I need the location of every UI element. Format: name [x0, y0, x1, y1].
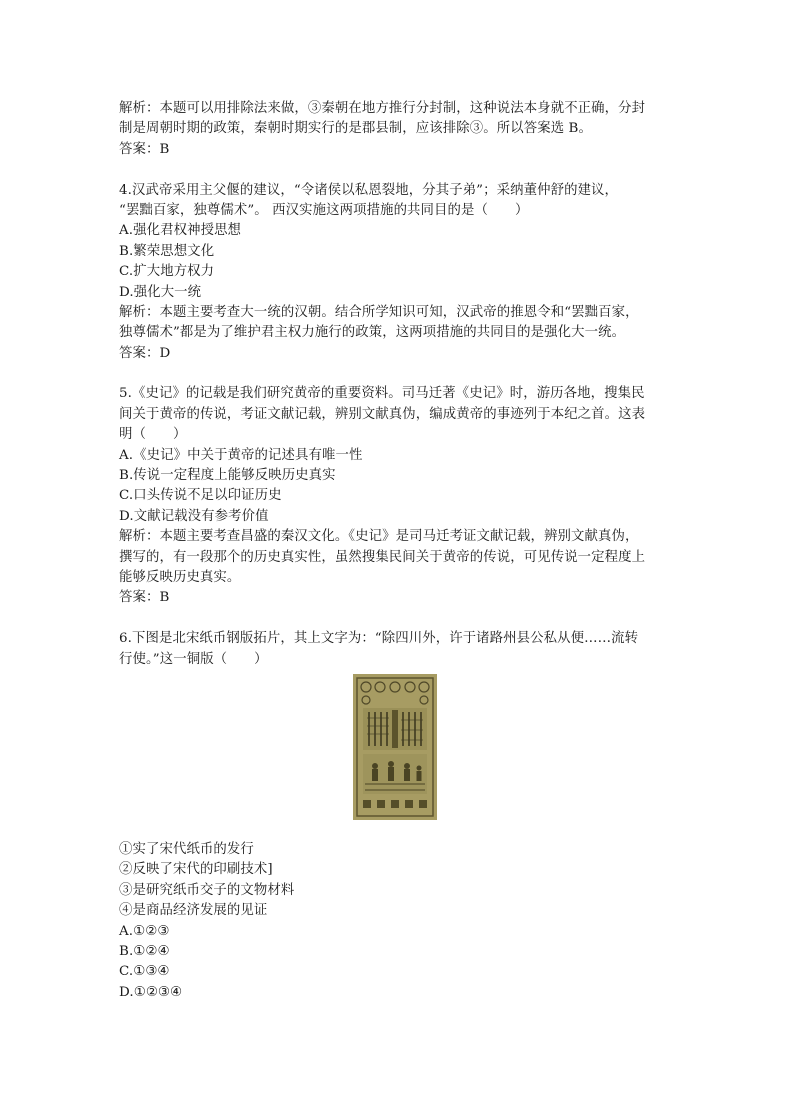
- statement-3: ③是研究纸币交子的文物材料: [119, 882, 295, 898]
- question-5-answer: 答案：B: [119, 590, 170, 606]
- question-5-stem: 5.《史记》的记载是我们研究黄帝的重要资料。司马迁著《史记》时，游历各地，搜集民: [119, 386, 645, 402]
- question-4-option-b: B.繁荣思想文化: [119, 243, 215, 259]
- figure-container: [119, 670, 679, 840]
- question-4-analysis: 独尊儒术”都是为了维护君主权力施行的政策，这两项措施的共同目的是强化大一统。: [119, 325, 626, 341]
- question-5-option-a: A.《史记》中关于黄帝的记述具有唯一性: [119, 447, 363, 463]
- statement-1: ①实了宋代纸币的发行: [119, 841, 254, 857]
- statement-4: ④是商品经济发展的见证: [119, 903, 268, 919]
- question-5-option-d: D.文献记载没有参考价值: [119, 508, 269, 524]
- statement-2: ②反映了宋代的印刷技术]: [119, 862, 273, 878]
- answer-line: 答案：B: [119, 141, 170, 157]
- question-4-answer: 答案：D: [119, 345, 171, 361]
- paragraph-gap: [119, 364, 679, 384]
- question-4-stem: “罢黜百家，独尊儒术”。 西汉实施这两项措施的共同目的是（ ）: [119, 202, 529, 218]
- question-4-option-d: D.强化大一统: [119, 284, 202, 300]
- question-6-option-c: C.①③④: [119, 964, 170, 980]
- analysis-line: 制是周朝时期的政策，秦朝时期实行的是郡县制，应该排除③。所以答案选 B。: [119, 121, 592, 137]
- question-5-analysis: 解析：本题主要考查昌盛的秦汉文化。《史记》是司马迁考证文献记载，辨别文献真伪，: [119, 529, 639, 545]
- paragraph-gap: [119, 609, 679, 629]
- question-4-analysis: 解析：本题主要考查大一统的汉朝。结合所学知识可知，汉武帝的推恩令和“罢黜百家，: [119, 304, 639, 320]
- question-6-option-d: D.①②③④: [119, 984, 183, 1000]
- question-4-stem: 4.汉武帝采用主父偃的建议，“令诸侯以私恩裂地，分其子弟”；采纳董仲舒的建议，: [119, 182, 619, 198]
- question-6-option-a: A.①②③: [119, 923, 170, 939]
- question-5-option-c: C.口头传说不足以印证历史: [119, 488, 282, 504]
- question-5-stem: 间关于黄帝的传说，考证文献记载，辨别文献真伪，编成黄帝的事迹列于本纪之首。这表: [119, 406, 646, 422]
- question-4-option-c: C.扩大地方权力: [119, 264, 215, 280]
- question-5-option-b: B.传说一定程度上能够反映历史真实: [119, 468, 336, 484]
- question-6-statements: [119, 840, 679, 1003]
- question-6-stem: 6.下图是北宋纸币钢版拓片，其上文字为：“除四川外，许于诸路州县公私从便……流转: [119, 631, 639, 647]
- analysis-line: 解析：本题可以用排除法来做，③秦朝在地方推行分封制，这种说法本身就不正确，分封: [119, 101, 646, 116]
- question-5-analysis: 能够反映历史真实。: [119, 569, 241, 585]
- question-4-option-a: A.强化君权神授思想: [119, 223, 242, 239]
- question-6-stem: 行使。”这一铜版（ ）: [119, 651, 268, 667]
- question-6-option-b: B.①②④: [119, 943, 170, 959]
- question-5-stem: 明（ ）: [119, 427, 187, 443]
- question-5-analysis: 撰写的，有一段那个的历史真实性，虽然搜集民间关于黄帝的传说，可见传说一定程度上: [119, 549, 646, 565]
- paragraph-gap: [119, 160, 679, 180]
- document-content: [119, 99, 679, 1003]
- song-banknote-rubbing-image: [353, 674, 437, 820]
